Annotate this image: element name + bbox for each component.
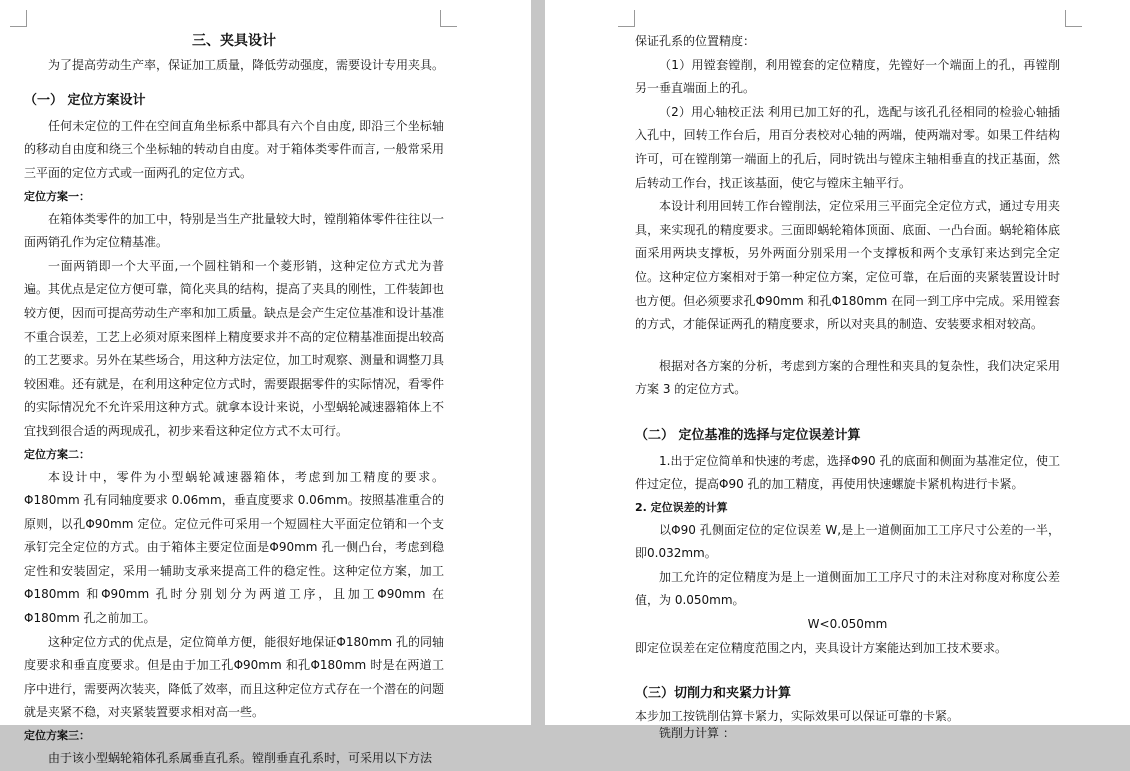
paragraph: 任何未定位的工件在空间直角坐标系中都具有六个自由度, 即沿三个坐标轴的移动自由度和绕三个坐标轴的转动自由度。对于箱体类零件而言, 一般常采用三平面的定位方式或一面两孔的定位方式。: [24, 118, 444, 180]
scheme-three-label: 定位方案三：: [24, 729, 90, 743]
spacer: [635, 402, 1060, 416]
crop-mark-top-right: [440, 10, 457, 27]
subheading-error-calculation: 2. 定位误差的计算: [635, 500, 728, 514]
paragraph: （1）用镗套镗削，利用镗套的定位精度，先镗好一个端面上的孔，再镗削另一垂直端面上的孔。: [635, 57, 1060, 96]
formula: W<0.050mm: [807, 617, 888, 632]
heading-datum-selection: （二） 定位基准的选择与定位误差计算: [635, 427, 861, 443]
paragraph: （2）用心轴校正法 利用已加工好的孔，选配与该孔孔径相同的检验心轴插入孔中，回转工作台后，用百分表校对心轴的两端，使两端对零。如果工件结构许可，可在镗削第一端面上的孔后，同时铣出与镗床主轴相垂直的找正基面，然后转动工作台，找正该基面，使它与镗床主轴平行。: [635, 104, 1060, 190]
paragraph: 本设计中，零件为小型蜗轮减速器箱体，考虑到加工精度的要求。Φ180mm 孔有同轴度要求 0.06mm，垂直度要求 0.06mm。按照基准重合的原则，以孔Φ90mm 定位。定位元件可采用一个短圆柱大平面定位销和一个支承钉完全定位的方式。由于箱体主要定位面是Φ90mm 孔一侧凸台，考虑到稳定性和安装固定，采用一辅助支承来提高工件的稳定性。这种定位方案，加工Φ180mm 和Φ90mm 孔时分别划分为两道工序，且加工Φ90mm 在Φ180mm 孔之前加工。: [24, 469, 444, 626]
document-page-right: [545, 0, 1130, 740]
paragraph: 1.出于定位简单和快速的考虑，选择Φ90 孔的底面和侧面为基准定位，使工件过定位，提高Φ90 孔的加工精度，再使用快速螺旋卡紧机构进行卡紧。: [635, 453, 1060, 492]
spacer: [635, 660, 1060, 674]
paragraph: 由于该小型蜗轮箱体孔系属垂直孔系。镗削垂直孔系时，可采用以下方法: [48, 751, 433, 766]
intro-paragraph: 为了提高劳动生产率，保证加工质量，降低劳动强度，需要设计专用夹具。: [48, 57, 445, 72]
paragraph: 在箱体类零件的加工中，特别是当生产批量较大时，镗削箱体零件往往以一面两销孔作为定位精基准。: [24, 211, 445, 250]
scheme-one-label: 定位方案一：: [24, 189, 90, 203]
document-page-left: [0, 0, 531, 766]
paragraph: 本步加工按铣削估算卡紧力，实际效果可以保证可靠的卡紧。: [635, 708, 960, 723]
crop-mark-top-left: [618, 10, 635, 27]
paragraph: 本设计利用回转工作台镗削法，定位采用三平面完全定位方式，通过专用夹具，来实现孔的精度要求。三面即蜗轮箱体顶面、底面、一凸台面。蜗轮箱体底面采用两块支撑板，另外两面分别采用一个支撑板和两个支承钉来达到完全定位。这种定位方案相对于第一种定位方案，定位可靠，在后面的夹紧装置设计时也方便。但必须要求孔Φ90mm 和孔Φ180mm 在同一到工序中完成。采用镗套的方式，才能保证两孔的精度要求，所以对夹具的制造、安装要求相对较高。: [635, 199, 1060, 332]
crop-mark-top-left: [10, 10, 27, 27]
page-content-left: [24, 30, 444, 771]
paragraph: 即定位误差在定位精度范围之内，夹具设计方案能达到加工技术要求。: [635, 640, 1008, 655]
paragraph: 保证孔系的位置精度：: [635, 34, 756, 48]
paragraph: 以Φ90 孔侧面定位的定位误差 W,是上一道侧面加工工序尺寸公差的一半，即0.032mm。: [635, 522, 1060, 561]
section-title: 三、夹具设计: [192, 33, 276, 49]
paragraph: 一面两销即一个大平面,一个圆柱销和一个菱形销，这种定位方式尤为普遍。其优点是定位方便可靠，简化夹具的结构，提高了夹具的刚性，工件装卸也较方便，因而可提高劳动生产率和加工质量。缺点是会产生定位基准和设计基准不重合误差，工艺上必须对原来图样上精度要求并不高的定位精基准面提出较高的工艺要求。另外在某些场合，用这种方法定位，加工时观察、测量和调整刀具较困难。还有就是，在利用这种定位方式时，需要跟据零件的实际情况，看零件的实际情况允不允许采用这种方式。就拿本设计来说，小型蜗轮减速器箱体上不宜找到很合适的两现成孔，初步来看这种定位方式不太可行。: [24, 258, 445, 438]
heading-positioning-scheme: （一） 定位方案设计: [24, 93, 146, 109]
heading-cutting-force: （三）切削力和夹紧力计算: [635, 686, 792, 702]
crop-mark-top-right: [1065, 10, 1082, 27]
paragraph: 加工允许的定位精度为是上一道侧面加工工序尺寸的未注对称度对称度公差值，为 0.050mm。: [635, 569, 1060, 608]
page-content-right: [635, 30, 1060, 742]
paragraph: 铣削力计算 ：: [659, 725, 735, 740]
scheme-two-label: 定位方案二：: [24, 447, 90, 461]
paragraph: 根据对各方案的分析，考虑到方案的合理性和夹具的复杂性，我们决定采用方案 3 的定位方式。: [635, 358, 1060, 397]
spacer: [635, 337, 1060, 355]
page-gutter: [531, 0, 545, 725]
paragraph: 这种定位方式的优点是，定位简单方便，能很好地保证Φ180mm 孔的同轴度要求和垂直度要求。但是由于加工孔Φ90mm 和孔Φ180mm 时是在两道工序中进行，需要两次装夹，降低了效率，而且这种定位方式存在一个潜在的问题就是夹紧不稳，对夹紧装置要求相对高一些。: [24, 634, 445, 720]
